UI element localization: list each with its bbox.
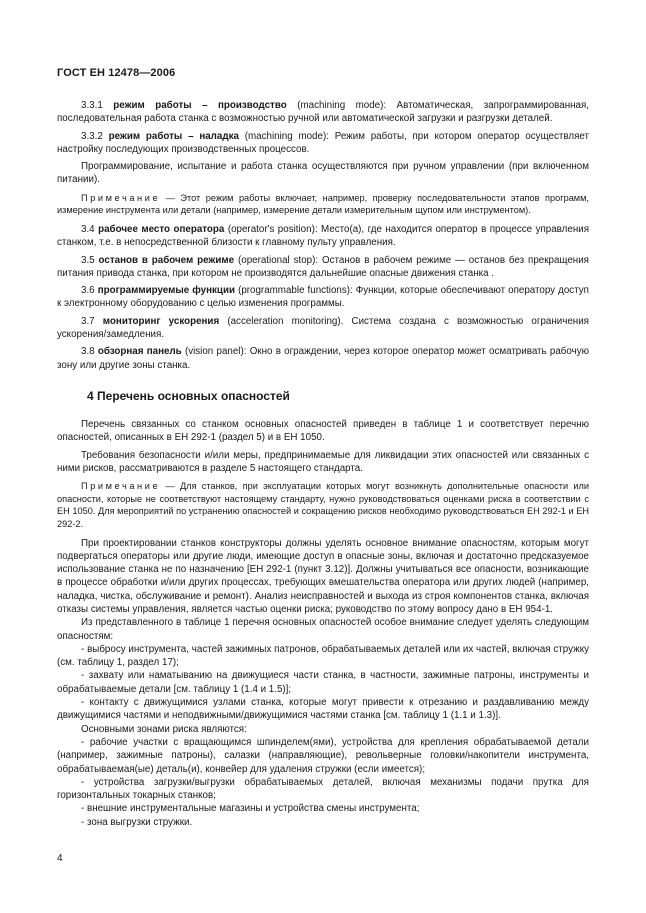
- list-item: - контакту с движущимися узлами станка, которые могут привести к отрезанию и раздавливанию между движущимися частями и неподвижными/движущимися частями станка [см. таблицу 1 (1.1 и 1.3)].: [57, 697, 589, 722]
- note-1: [57, 192, 589, 217]
- paragraph: При проектировании станков конструкторы должны уделять основное внимание опасностям, которым могут подвергаться операторы или другие люди, имеющие доступ в опасные зоны, включая и достаточно предсказуемое использование станка не по назначению [ЕН 292-1 (пункт 3.12)]. Должны учитываться все опасности, возникающие в процессе обработки и/или других процессах, требующих вмешательства оператора или других людей (например, наладка, чистка, обслуживание и ремонт). Анализ неисправностей и выхода из строя компонентов станка, включая отказы системы управления, является частью оценки риска; руководство по этому вопросу дано в ЕН 954-1.: [57, 537, 589, 615]
- clause-text: (machining mode): Автоматическая, запрограммированная, последовательная работа станка с возможностью ручной или автоматической загрузки и разгрузки деталей.: [57, 100, 589, 125]
- clause-text: (programmable functions): Функции, которые обеспечивают оператору доступ к электронному оборудованию с целью изменения программы.: [57, 285, 589, 310]
- clause-number: 3.6: [81, 285, 95, 297]
- clause-number: 3.4: [81, 223, 95, 235]
- clause-text: (machining mode): Режим работы, при котором оператор осуществляет настройку последующих производственных процессов.: [57, 130, 589, 155]
- clause-3-8: [57, 345, 589, 372]
- clause-number: 3.3.1: [81, 100, 103, 111]
- clause-term: программируемые функции: [97, 285, 235, 297]
- clause-term: обзорная панель: [97, 346, 182, 358]
- clause-3-3-1: [57, 99, 589, 126]
- clause-number: 3.5: [81, 254, 95, 266]
- clause-3-7: [57, 315, 589, 342]
- list-item: - зона выгрузки стружки.: [81, 816, 193, 828]
- section-number: 4: [87, 388, 94, 403]
- clause-text: (operational stop): Останов в рабочем режиме — останов без прекращения питания привода станка, при котором не производятся дальнейшие опасные движения станка .: [57, 254, 589, 279]
- clause-3-4: [57, 223, 589, 250]
- note-label: Примечание: [81, 192, 161, 203]
- list-item: - захвату или наматыванию на движущиеся части станка, в частности, зажимные патроны, инструменты и обрабатываемые детали [см. таблицу 1 (1.4 и 1.5)];: [57, 670, 589, 695]
- list-item: - выбросу инструмента, частей зажимных патронов, обрабатываемых деталей или их частей, включая стружку (см. таблицу 1, раздел 17);: [57, 643, 589, 669]
- note-label: Примечание: [81, 481, 161, 492]
- clause-text: (vision panel): Окно в ограждении, через которое оператор может осматривать рабочую зону или другие зоны станка.: [57, 346, 589, 371]
- clause-3-6: [57, 284, 589, 311]
- clause-text: (operator's position): Место(а), где находится оператор в процессе управления станком, т.е. в непосредственной близости к главному пульту управления.: [57, 223, 590, 249]
- note-text: — Этот режим работы включает, например, проверку последовательности этапов программ, измерение инструмента или детали (например, измерение детали измерительным щупом или инструментом).: [57, 192, 589, 216]
- document-body: [57, 99, 589, 829]
- section-title: Перечень основных опасностей: [97, 388, 290, 403]
- clause-3-3-2-continuation: Программирование, испытание и работа станка осуществляются при ручном управлении (при включенном питании).: [57, 161, 589, 186]
- clause-term: мониторинг ускорения: [102, 315, 220, 327]
- list-item: - рабочие участки с вращающимся шпинделем(ями), устройства для крепления обрабатываемой детали (например, зажимные патроны), салазки (направляющие), револьверные головки/накопители инструмента, обрабатываемая(ые) деталь(и), конвейер для удаления стружки (если имеется);: [57, 736, 589, 775]
- clause-3-3-2: [57, 130, 589, 157]
- document-header: ГОСТ ЕН 12478—2006: [57, 67, 176, 79]
- clause-number: 3.7: [81, 315, 95, 327]
- clause-term: режим работы – производство: [113, 100, 287, 111]
- section-heading: [87, 389, 589, 403]
- clause-text: (acceleration monitoring). Система создана с возможностью ограничения ускорения/замедления.: [57, 315, 589, 341]
- clause-term: останов в рабочем режиме: [98, 254, 235, 266]
- clause-number: 3.3.2: [81, 130, 103, 142]
- paragraph: Из представленного в таблице 1 перечня основных опасностей особое внимание следует уделять следующим опасностям:: [57, 617, 589, 642]
- page-number: 4: [57, 853, 63, 864]
- paragraph: Перечень связанных со станком основных опасностей приведен в таблице 1 и соответствует перечню опасностей, описанных в ЕН 292-1 (раздел 5) и в ЕН 1050.: [57, 418, 589, 444]
- clause-term: режим работы – наладка: [108, 130, 239, 142]
- clause-term: рабочее место оператора: [98, 223, 225, 235]
- note-text: — Для станков, при эксплуатации которых могут возникнуть дополнительные опасности или опасности, которые не соответствуют настоящему стандарту, нужно руководствоваться оценками риска в соответствии с ЕН 1050. Для мероприятий по устранению опасностей и сокращению рисков необходимо руководствоваться ЕН 292-1 и ЕН 292-2.: [57, 481, 589, 529]
- list-item: - устройства загрузки/выгрузки обрабатываемых деталей, включая механизмы подачи прутка для горизонтальных токарных станков;: [57, 776, 589, 802]
- list-item: - внешние инструментальные магазины и устройства смены инструмента;: [81, 803, 420, 815]
- clause-3-5: [57, 254, 589, 281]
- paragraph: Основными зонами риска являются:: [81, 723, 247, 735]
- paragraph: Требования безопасности и/или меры, предпринимаемые для ликвидации этих опасностей или связанных с ними рисков, рассматриваются в разделе 5 настоящего стандарта.: [57, 449, 589, 474]
- note-2: [57, 480, 589, 530]
- clause-number: 3.8: [81, 346, 95, 358]
